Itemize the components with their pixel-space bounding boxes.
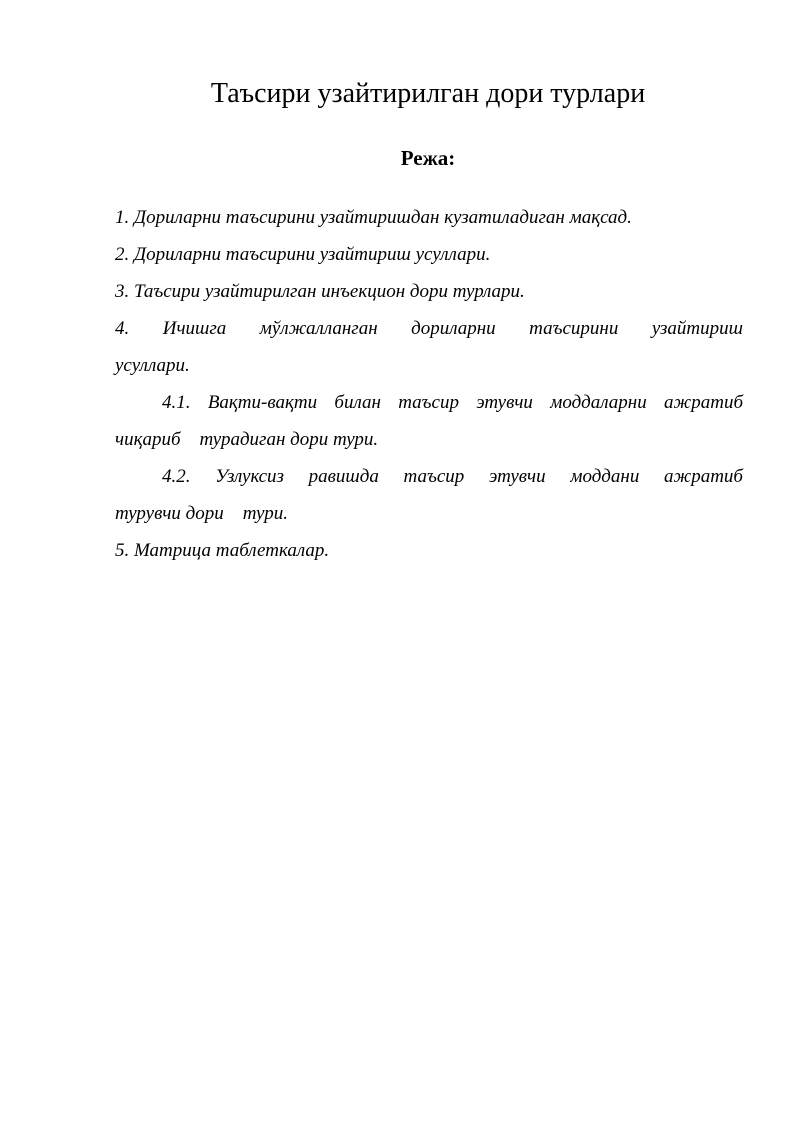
plan-list xyxy=(115,199,743,569)
document-title: Таъсири узайтирилган дори турлари xyxy=(210,78,646,109)
plan-item-4-1-line-1: 4.1. Вақти-вақти билан таъсир этувчи моддаларни ажратиб xyxy=(162,392,743,413)
plan-item-1: 1. Дориларни таъсирини узайтиришдан кузатиладиган мақсад. xyxy=(115,207,632,228)
plan-item-3: 3. Таъсири узайтирилган инъекцион дори турлари. xyxy=(115,281,525,302)
plan-heading: Режа: xyxy=(400,146,456,170)
plan-item-4-line-2: усуллари. xyxy=(115,355,190,376)
plan-item-4-2-line-2: турувчи дори тури. xyxy=(115,503,288,524)
plan-item-4-1-line-2: чиқариб турадиган дори тури. xyxy=(115,429,379,450)
plan-item-4-2-line-1: 4.2. Узлуксиз равишда таъсир этувчи моддани ажратиб xyxy=(162,466,743,487)
plan-item-2: 2. Дориларни таъсирини узайтириш усуллари. xyxy=(115,244,491,265)
plan-item-5: 5. Матрица таблеткалар. xyxy=(115,540,330,561)
plan-item-4-line-1: 4. Ичишга мўлжалланган дориларни таъсирини узайтириш xyxy=(115,318,743,339)
